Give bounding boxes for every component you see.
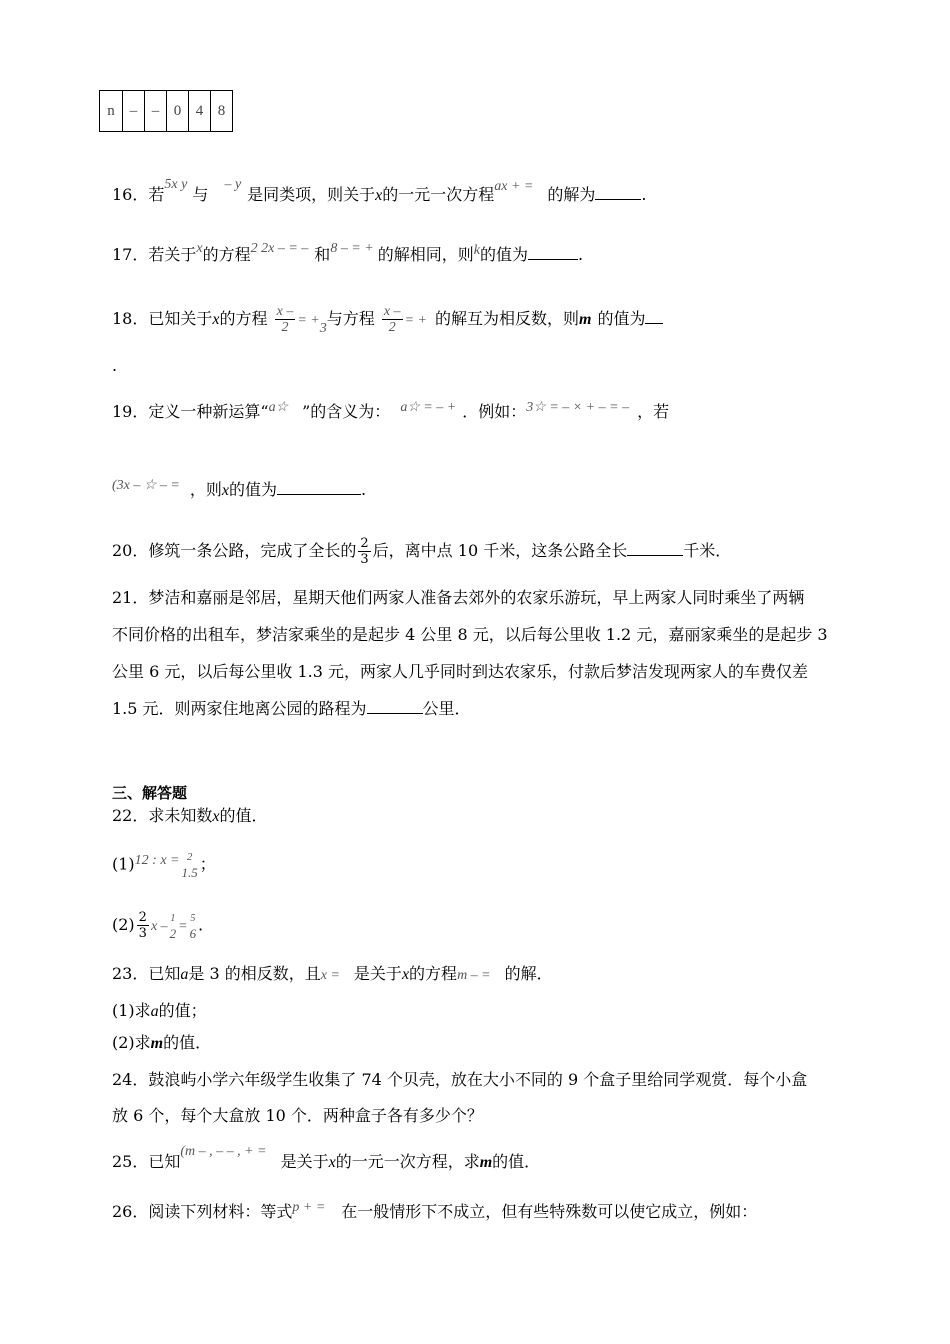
denominator: 1.5 xyxy=(181,865,198,880)
fraction xyxy=(137,910,149,941)
table-cell: n xyxy=(100,91,123,132)
denominator: 2 xyxy=(388,320,396,335)
question-number: 17． xyxy=(112,245,149,264)
math-expression: x – xyxy=(150,919,168,934)
table-cell: 4 xyxy=(189,91,211,132)
text: 是关于 xyxy=(280,1152,329,1171)
text: 若 xyxy=(148,185,165,204)
fraction xyxy=(382,304,403,335)
text: 的解为 xyxy=(547,185,596,204)
fraction xyxy=(358,536,370,567)
text: 的值为 xyxy=(229,480,278,499)
math-expression: (m – , – – , + = xyxy=(180,1144,267,1159)
answer-blank[interactable] xyxy=(277,478,361,495)
math-expression: 5x y xyxy=(164,177,188,192)
question-21-line3: 公里 6 元，以后每公里收 1.3 元，两家人几乎同时到达农家乐，付款后梦洁发现两家人的车费仅差 xyxy=(112,662,808,681)
question-22-part2 xyxy=(112,910,214,941)
text: 是同类项，则关于 xyxy=(247,185,376,204)
math-expression: – y xyxy=(224,177,242,192)
table-cell: – xyxy=(145,91,167,132)
question-21 xyxy=(112,586,804,610)
text: 在一般情形下不成立，但有些特殊数可以使它成立，例如： xyxy=(341,1202,758,1221)
math-expression: = + xyxy=(297,313,320,328)
text: 阅读下列材料：等式 xyxy=(148,1202,293,1221)
question-23-part2 xyxy=(112,1031,211,1056)
text: 的值为 xyxy=(479,245,528,264)
table-cell: – xyxy=(123,91,145,132)
denominator: 2 xyxy=(169,925,177,941)
math-expression: 12 : x = xyxy=(134,852,180,868)
text: 的值为 xyxy=(597,309,646,328)
question-number: 20． xyxy=(112,541,149,560)
question-number: 23． xyxy=(112,964,149,983)
text: ，则 xyxy=(189,480,222,499)
answer-blank[interactable] xyxy=(627,539,683,556)
question-22-part1 xyxy=(112,850,216,880)
text: 若关于 xyxy=(148,245,197,264)
text: (2)求 xyxy=(112,1033,151,1052)
question-20 xyxy=(112,536,731,567)
variable: a xyxy=(180,966,189,983)
variable: x xyxy=(401,966,410,983)
answer-blank[interactable] xyxy=(595,183,641,200)
math-expression: = + xyxy=(404,313,427,328)
math-expression: 3☆ = – × + – = – xyxy=(526,400,630,415)
question-23 xyxy=(112,962,553,988)
math-expression: p + = xyxy=(292,1200,326,1215)
fraction xyxy=(170,911,177,941)
question-18 xyxy=(112,304,663,335)
variable: x xyxy=(375,187,383,204)
text: 与 xyxy=(192,185,209,204)
numerator: x – xyxy=(276,304,294,319)
math-expression: 2 2x – = – xyxy=(250,241,309,256)
text: 的值． xyxy=(492,1152,541,1171)
text: 是 3 的相反数，且 xyxy=(188,964,321,983)
question-19 xyxy=(112,400,669,426)
question-21-line4 xyxy=(112,697,471,721)
text: 的值． xyxy=(163,1033,212,1052)
variable: x xyxy=(212,808,220,825)
math-expression: x = xyxy=(320,968,340,983)
math-expression: = xyxy=(178,919,188,934)
section-title: 三、解答题 xyxy=(112,784,188,802)
math-expression: 3 xyxy=(319,321,327,336)
question-16 xyxy=(112,177,647,209)
math-expression: x xyxy=(196,241,203,256)
numerator: 2 xyxy=(186,851,193,863)
text: 的解互为相反数，则 xyxy=(434,309,579,328)
part-label: (1) xyxy=(112,854,135,874)
text: 的方程 xyxy=(409,964,458,983)
text: ； xyxy=(199,854,216,874)
text: 千米． xyxy=(683,541,732,560)
question-24 xyxy=(112,1068,807,1092)
text: 的一元一次方程，求 xyxy=(335,1152,480,1171)
text: 梦洁和嘉丽是邻居，星期天他们两家人准备去郊外的农家乐游玩，早上两家人同时乘坐了两辆 xyxy=(148,588,805,607)
numerator: 2 xyxy=(360,536,369,551)
denominator: 6 xyxy=(189,925,197,941)
question-number: 16． xyxy=(112,185,149,204)
answer-blank[interactable] xyxy=(367,697,423,714)
text: 求未知数 xyxy=(148,806,213,825)
question-number: 22． xyxy=(112,806,149,825)
question-number: 26． xyxy=(112,1202,149,1221)
variable: m xyxy=(578,311,592,328)
question-26 xyxy=(112,1200,757,1226)
denominator: 3 xyxy=(138,926,147,941)
variable: x xyxy=(212,311,220,328)
question-25 xyxy=(112,1144,541,1176)
text: ．例如： xyxy=(462,402,527,421)
math-expression: k xyxy=(473,243,480,258)
text: ”的含义为： xyxy=(302,402,391,421)
text: 的一元一次方程 xyxy=(382,185,495,204)
question-19-line2 xyxy=(112,478,366,504)
table-cell: 0 xyxy=(167,91,189,132)
question-number: 21． xyxy=(112,588,149,607)
question-number: 19． xyxy=(112,402,149,421)
variable: m xyxy=(479,1154,493,1171)
math-expression: m – = xyxy=(457,968,491,983)
part-label: (2) xyxy=(112,915,135,934)
text: 已知 xyxy=(148,964,181,983)
question-23-part1 xyxy=(112,999,207,1024)
denominator: 2 xyxy=(281,320,289,335)
question-number: 18． xyxy=(112,309,149,328)
denominator: 3 xyxy=(360,552,369,567)
text: 与方程 xyxy=(326,309,375,328)
variable: m xyxy=(150,1035,164,1052)
math-expression: a☆ = – + xyxy=(400,400,457,415)
numerator: 1 xyxy=(170,912,176,924)
text: 的值． xyxy=(219,806,268,825)
math-expression: (3x – ☆ – = xyxy=(112,478,180,493)
text: 是关于 xyxy=(353,964,402,983)
text: 鼓浪屿小学六年级学生收集了 74 个贝壳，放在大小不同的 9 个盒子里给同学观赏．每个小盒 xyxy=(148,1070,808,1089)
sequence-table xyxy=(99,90,233,132)
text: ． xyxy=(198,915,215,934)
numerator: 2 xyxy=(138,910,147,925)
text: 公里． xyxy=(422,699,471,718)
text: 的解． xyxy=(504,964,553,983)
question-21-line2: 不同价格的出租车，梦洁家乘坐的是起步 4 公里 8 元，以后每公里收 1.2 元，嘉丽家乘坐的是起步 3 xyxy=(112,625,828,644)
text: . xyxy=(641,185,647,204)
table-cell: 8 xyxy=(211,91,233,132)
fraction xyxy=(190,911,197,941)
question-number: 24． xyxy=(112,1070,149,1089)
text: 修筑一条公路，完成了全长的 xyxy=(148,541,357,560)
text: 的值； xyxy=(158,1001,207,1020)
numerator: x – xyxy=(383,304,401,319)
question-number: 25． xyxy=(112,1152,149,1171)
math-expression: ax + = xyxy=(494,179,534,194)
q18-continuation: . xyxy=(112,356,118,375)
text: 的方程 xyxy=(202,245,251,264)
text: 已知关于 xyxy=(148,309,213,328)
question-22 xyxy=(112,804,268,829)
answer-blank[interactable] xyxy=(645,307,663,324)
text: 的解相同，则 xyxy=(377,245,474,264)
text: . xyxy=(577,245,584,264)
variable: a xyxy=(150,1003,159,1020)
variable: x xyxy=(328,1154,336,1171)
question-24-line2: 放 6 个，每个大盒放 10 个．两种盒子各有多少个？ xyxy=(112,1106,483,1125)
text: 已知 xyxy=(148,1152,181,1171)
text: 1.5 元．则两家住地离公园的路程为 xyxy=(112,699,367,718)
numerator: 5 xyxy=(190,912,196,924)
answer-blank[interactable] xyxy=(528,243,578,260)
text: (1)求 xyxy=(112,1001,151,1020)
text: 后，离中点 10 千米，这条公路全长 xyxy=(372,541,628,560)
text: . xyxy=(361,480,367,499)
question-17 xyxy=(112,243,583,269)
math-expression: a☆ xyxy=(268,400,289,415)
math-expression: 8 – = + xyxy=(330,241,374,256)
fraction xyxy=(275,304,296,335)
text: 的方程 xyxy=(219,309,268,328)
text: ，若 xyxy=(637,402,670,421)
variable: x xyxy=(221,482,229,499)
text: 定义一种新运算“ xyxy=(148,402,269,421)
fraction xyxy=(182,850,198,880)
text: 和 xyxy=(314,245,331,264)
